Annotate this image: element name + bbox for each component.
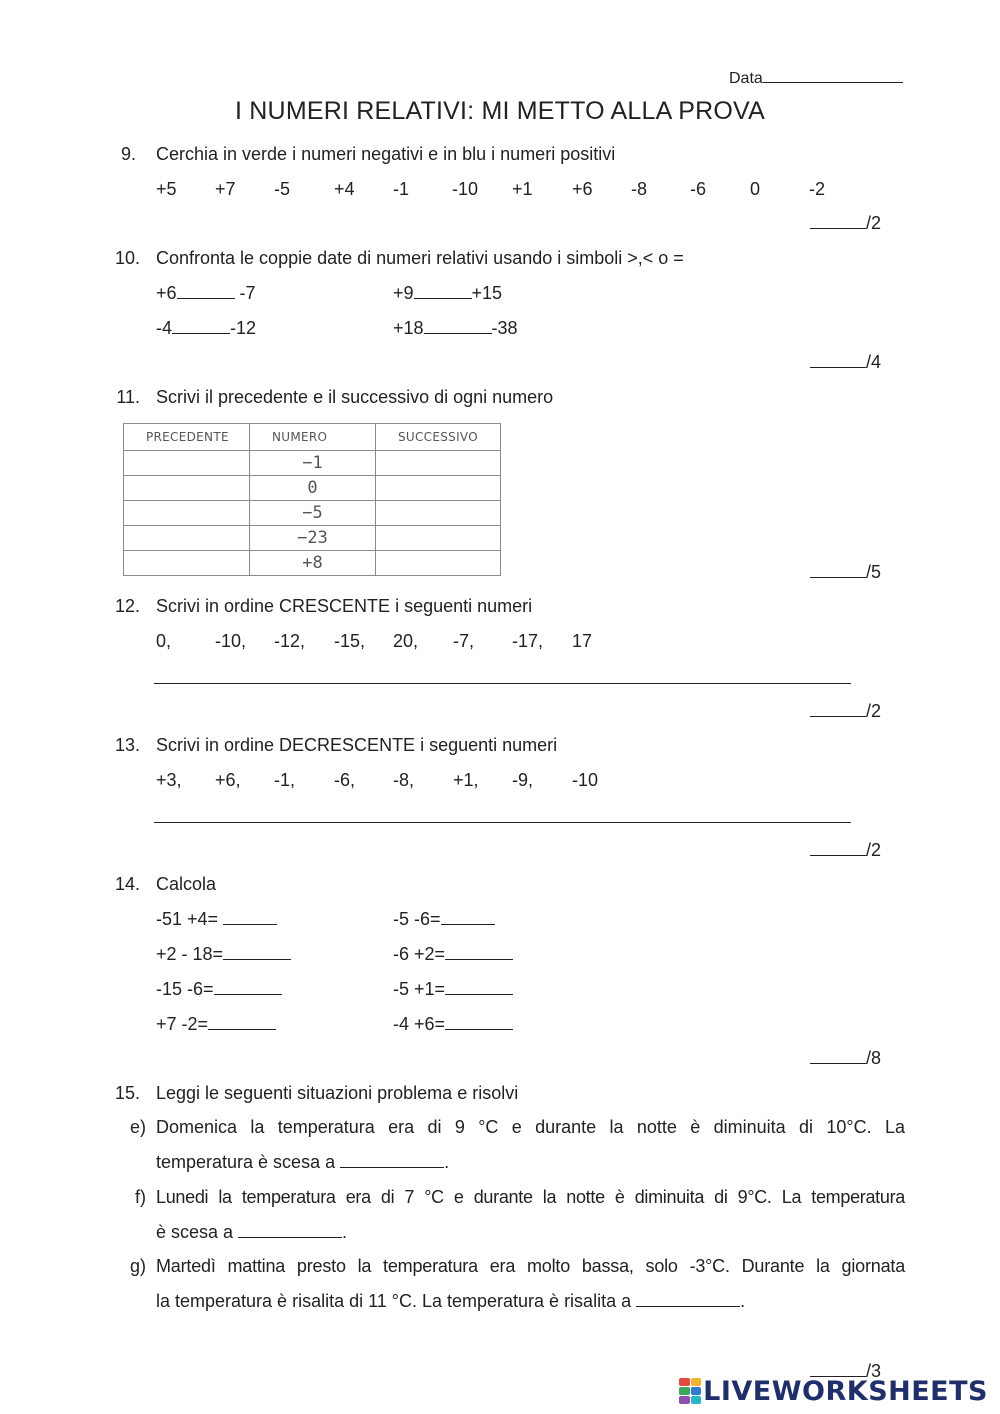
q9-item[interactable]: -8 — [631, 179, 648, 199]
q10-pair: -4 -12 — [156, 318, 257, 338]
q11-number: 11. — [116, 387, 140, 407]
q11-score: /5 — [810, 561, 881, 583]
problem-e-line1: Domenica la temperatura era di 9 °C e durante la notte è diminuita di 10°C. La — [156, 1117, 905, 1137]
predecessor-cell[interactable] — [124, 551, 250, 576]
q12-item: -17, — [512, 631, 544, 651]
problem-g-line2: la temperatura è risalita di 11 °C. La temperatura è risalita a . — [156, 1291, 746, 1311]
problem-g-line1: Martedì mattina presto la temperatura era molto bassa, solo -3°C. Durante la giornata — [156, 1256, 905, 1276]
number-cell: −23 — [250, 526, 376, 551]
q9-score: /2 — [810, 212, 881, 234]
calc-item: -5 +1= — [393, 978, 513, 1000]
col-header: SUCCESSIVO — [376, 424, 501, 451]
successor-cell[interactable] — [376, 551, 501, 576]
q12-item: -7, — [453, 631, 475, 651]
predecessor-cell[interactable] — [124, 526, 250, 551]
q14-score: /8 — [810, 1047, 881, 1069]
q10-pair: +9 +15 — [393, 283, 503, 303]
predecessor-successor-table — [123, 423, 501, 576]
q13-item: -6, — [334, 770, 356, 790]
q15-number: 15. — [114, 1083, 140, 1103]
predecessor-cell[interactable] — [124, 501, 250, 526]
q13-item: +1, — [453, 770, 479, 790]
table-row — [124, 551, 501, 576]
q10-prompt: Confronta le coppie date di numeri relativi usando i simboli >,< o = — [156, 248, 684, 268]
score-blank[interactable] — [810, 561, 866, 578]
q12-item: -10, — [215, 631, 247, 651]
q9-item[interactable]: +5 — [156, 179, 177, 199]
problem-letter: g) — [129, 1256, 146, 1276]
answer-blank[interactable] — [340, 1151, 444, 1168]
score-blank[interactable] — [810, 351, 866, 368]
q13-answer-line[interactable] — [154, 822, 851, 823]
logo-tile — [691, 1387, 702, 1395]
score-blank[interactable] — [810, 839, 866, 856]
q12-item: -12, — [274, 631, 306, 651]
q13-item: +3, — [156, 770, 182, 790]
table-row — [124, 526, 501, 551]
number-cell: −1 — [250, 451, 376, 476]
q9-prompt: Cerchia in verde i numeri negativi e in blu i numeri positivi — [156, 144, 616, 164]
col-header: NUMERO — [250, 424, 376, 451]
q9-item[interactable]: -1 — [393, 179, 410, 199]
logo-tile — [691, 1396, 702, 1404]
q13-score: /2 — [810, 839, 881, 861]
col-header: PRECEDENTE — [124, 424, 250, 451]
calc-blank[interactable] — [445, 943, 513, 960]
q12-item: 20, — [393, 631, 419, 651]
number-cell: 0 — [250, 476, 376, 501]
q10-number: 10. — [114, 248, 140, 268]
q9-item[interactable]: +4 — [334, 179, 355, 199]
q9-item[interactable]: -2 — [809, 179, 826, 199]
q12-item: 17 — [572, 631, 593, 651]
q12-prompt: Scrivi in ordine CRESCENTE i seguenti numeri — [156, 596, 533, 616]
calc-blank[interactable] — [223, 908, 277, 925]
problem-f-line1: Lunedi la temperatura era di 7 °C e durante la notte è diminuita di 9°C. La temperatura — [156, 1187, 905, 1207]
q9-item[interactable]: +1 — [512, 179, 533, 199]
calc-blank[interactable] — [223, 943, 291, 960]
q9-item[interactable]: -6 — [690, 179, 707, 199]
q12-score: /2 — [810, 700, 881, 722]
q9-item[interactable]: +7 — [215, 179, 236, 199]
q15-score: /3 — [810, 1360, 881, 1382]
date-label: Data — [729, 70, 763, 87]
calc-blank[interactable] — [445, 1013, 513, 1030]
logo-tile — [691, 1378, 702, 1386]
calc-blank[interactable] — [441, 908, 495, 925]
q10-pair: +6 -7 — [156, 283, 256, 303]
logo-mark-icon — [679, 1378, 701, 1404]
score-blank[interactable] — [810, 1047, 866, 1064]
problem-letter: f) — [135, 1187, 146, 1207]
answer-blank[interactable] — [238, 1221, 342, 1238]
q9-item[interactable]: 0 — [750, 179, 761, 199]
calc-item: +7 -2= — [156, 1013, 276, 1035]
q13-item: -1, — [274, 770, 296, 790]
predecessor-cell[interactable] — [124, 476, 250, 501]
compare-blank[interactable] — [172, 317, 230, 334]
q10-pair: +18 -38 — [393, 318, 518, 338]
q11-prompt: Scrivi il precedente e il successivo di ogni numero — [156, 387, 554, 407]
successor-cell[interactable] — [376, 526, 501, 551]
score-blank[interactable] — [810, 700, 866, 717]
q13-item: -9, — [512, 770, 534, 790]
q12-number: 12. — [114, 596, 140, 616]
q13-item: -10 — [572, 770, 599, 790]
logo-tile — [679, 1396, 690, 1404]
logo-text: LIVEWORKSHEETS — [703, 1375, 988, 1407]
calc-item: -51 +4= — [156, 908, 277, 930]
predecessor-cell[interactable] — [124, 451, 250, 476]
q9-item[interactable]: +6 — [572, 179, 593, 199]
q13-prompt: Scrivi in ordine DECRESCENTE i seguenti numeri — [156, 735, 558, 755]
number-cell: +8 — [250, 551, 376, 576]
table-row — [124, 476, 501, 501]
table-row — [124, 501, 501, 526]
calc-item: +2 - 18= — [156, 943, 291, 965]
successor-cell[interactable] — [376, 501, 501, 526]
date-field — [729, 66, 903, 90]
q10-score: /4 — [810, 351, 881, 373]
q12-item: -15, — [334, 631, 366, 651]
q12-item: 0, — [156, 631, 172, 651]
q13-item: -8, — [393, 770, 415, 790]
page-title: I NUMERI RELATIVI: MI METTO ALLA PROVA — [235, 97, 765, 125]
liveworksheets-logo — [679, 1375, 988, 1407]
compare-blank[interactable] — [414, 282, 472, 299]
q12-answer-line[interactable] — [154, 683, 851, 684]
calc-blank[interactable] — [445, 978, 513, 995]
q9-item[interactable]: -10 — [452, 179, 479, 199]
number-cell: −5 — [250, 501, 376, 526]
calc-item: -15 -6= — [156, 978, 282, 1000]
calc-item: -6 +2= — [393, 943, 513, 965]
problem-e-line2: temperatura è scesa a . — [156, 1152, 450, 1172]
logo-tile — [679, 1378, 690, 1386]
q13-number: 13. — [114, 735, 140, 755]
compare-blank[interactable] — [177, 282, 235, 299]
q14-prompt: Calcola — [156, 874, 217, 894]
q9-number: 9. — [120, 144, 136, 164]
problem-f-line2: è scesa a . — [156, 1222, 348, 1242]
successor-cell[interactable] — [376, 476, 501, 501]
calc-blank[interactable] — [214, 978, 282, 995]
answer-blank[interactable] — [636, 1290, 740, 1307]
successor-cell[interactable] — [376, 451, 501, 476]
calc-item: -5 -6= — [393, 908, 495, 930]
q9-item[interactable]: -5 — [274, 179, 291, 199]
compare-blank[interactable] — [424, 317, 492, 334]
calc-blank[interactable] — [208, 1013, 276, 1030]
logo-tile — [679, 1387, 690, 1395]
q14-number: 14. — [114, 874, 140, 894]
calc-item: -4 +6= — [393, 1013, 513, 1035]
table-row — [124, 451, 501, 476]
date-blank[interactable] — [763, 66, 903, 83]
score-blank[interactable] — [810, 212, 866, 229]
problem-letter: e) — [129, 1117, 146, 1137]
q13-item: +6, — [215, 770, 241, 790]
q15-prompt: Leggi le seguenti situazioni problema e risolvi — [156, 1083, 519, 1103]
